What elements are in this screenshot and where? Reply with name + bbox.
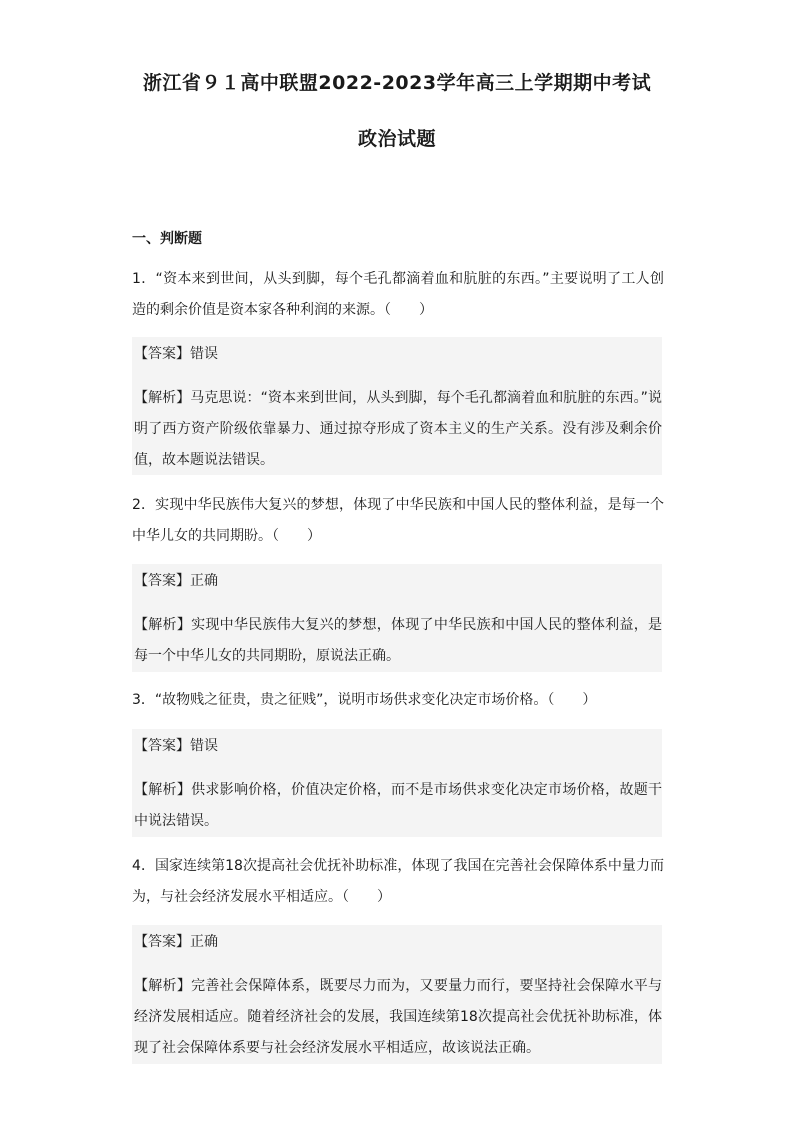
document-title: 浙江省９１高中联盟2022-2023学年高三上学期期中考试 bbox=[142, 72, 652, 94]
question-4: 4．国家连续第18次提高社会优抚补助标准，体现了我国在完善社会保障体系中量力而为，与社会经济发展水平相适应。（ ） bbox=[132, 858, 664, 905]
analysis-4: 【解析】完善社会保障体系，既要尽力而为，又要量力而行，要坚持社会保障水平与经济发展相适应。随着经济社会的发展，我国连续第18次提高社会优抚补助标准，体现了社会保障体系要与社会经济发展水平相适应，故该说法正确。 bbox=[134, 978, 662, 1056]
question-3: 3．“故物贱之征贵，贵之征贱”，说明市场供求变化决定市场价格。（ ） bbox=[132, 692, 597, 708]
document-subtitle: 政治试题 bbox=[357, 128, 436, 150]
answer-1: 【答案】错误 bbox=[134, 346, 218, 362]
section-heading: 一、判断题 bbox=[132, 231, 202, 247]
answer-box-4 bbox=[132, 925, 662, 1064]
question-1: 1．“资本来到世间，从头到脚，每个毛孔都滴着血和肮脏的东西。”主要说明了工人创造的剩余价值是资本家各种利润的来源。（ ） bbox=[132, 271, 664, 318]
question-2: 2．实现中华民族伟大复兴的梦想，体现了中华民族和中国人民的整体利益，是每一个中华儿女的共同期盼。（ ） bbox=[132, 497, 664, 544]
answer-3: 【答案】错误 bbox=[134, 738, 218, 754]
answer-box-1 bbox=[132, 337, 662, 475]
analysis-1: 【解析】马克思说：“资本来到世间，从头到脚，每个毛孔都滴着血和肮脏的东西。”说明了西方资产阶级依靠暴力、通过掠夺形成了资本主义的生产关系。没有涉及剩余价值，故本题说法错误。 bbox=[134, 390, 662, 468]
answer-4: 【答案】正确 bbox=[134, 934, 218, 950]
analysis-2: 【解析】实现中华民族伟大复兴的梦想，体现了中华民族和中国人民的整体利益，是每一个中华儿女的共同期盼，原说法正确。 bbox=[134, 617, 662, 664]
answer-box-3 bbox=[132, 729, 662, 837]
analysis-3: 【解析】供求影响价格，价值决定价格，而不是市场供求变化决定市场价格，故题干中说法错误。 bbox=[134, 782, 662, 829]
answer-box-2 bbox=[132, 564, 662, 672]
answer-2: 【答案】正确 bbox=[134, 573, 218, 589]
